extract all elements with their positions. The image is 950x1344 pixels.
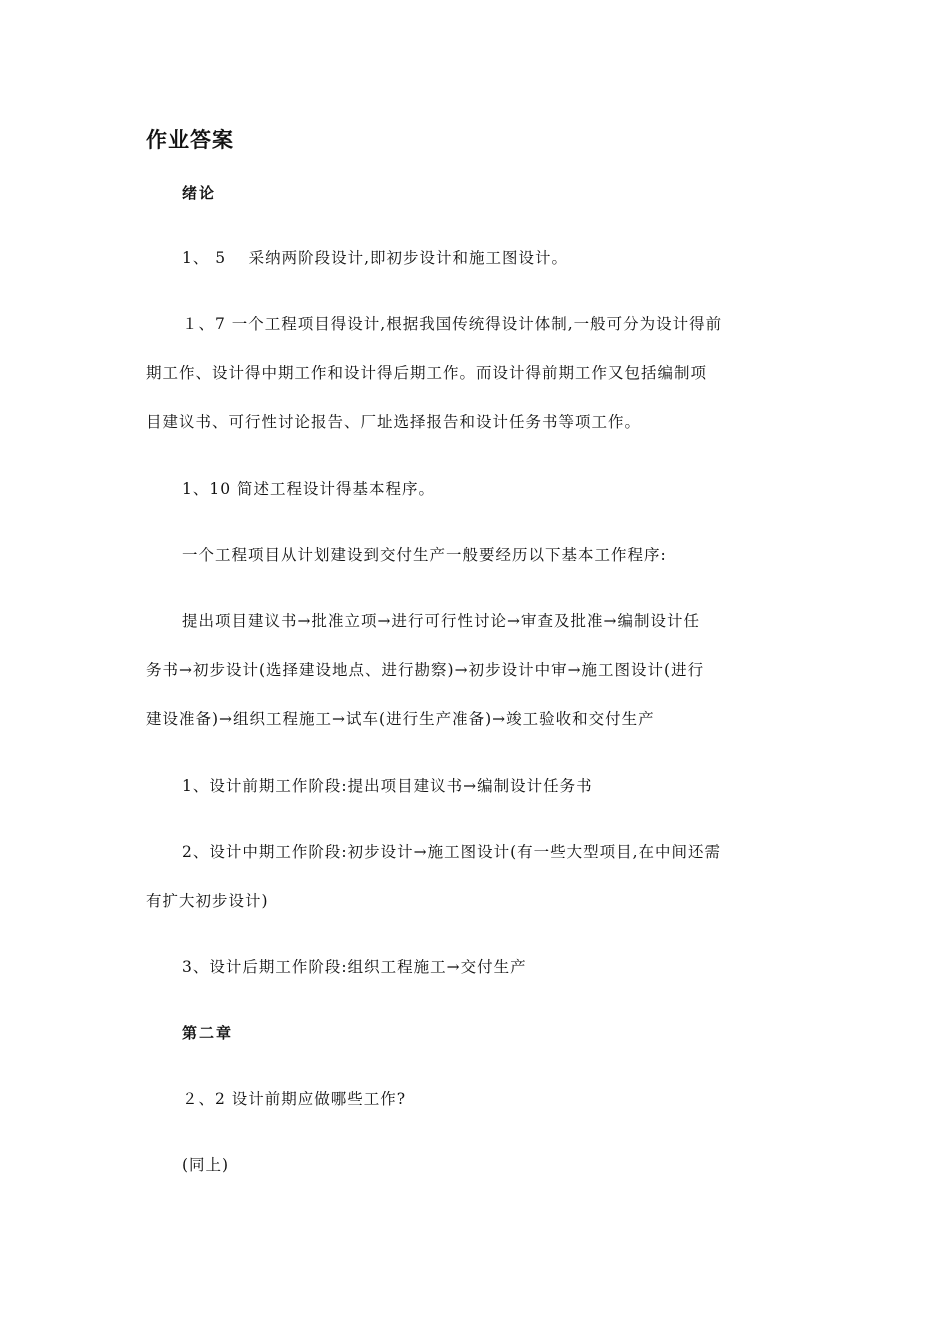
- question-1-10: 1、10 简述工程设计得基本程序。: [182, 480, 436, 498]
- answer-1-7-line-3: 目建议书、可行性讨论报告、厂址选择报告和设计任务书等项工作。: [146, 413, 642, 431]
- question-2-2: ２、2 设计前期应做哪些工作?: [182, 1090, 407, 1108]
- procedure-line-2: 务书→初步设计(选择建设地点、进行勘察)→初步设计中审→施工图设计(进行: [146, 661, 705, 679]
- stage-3: 3、设计后期工作阶段:组织工程施工→交付生产: [182, 958, 527, 976]
- procedure-line-1: 提出项目建议书→批准立项→进行可行性讨论→审查及批准→编制设计任: [182, 612, 700, 630]
- page-title: 作业答案: [146, 128, 234, 152]
- section-heading-chapter-2: 第二章: [182, 1024, 234, 1042]
- answer-1-5: 1、 5 采纳两阶段设计,即初步设计和施工图设计。: [182, 249, 569, 267]
- section-heading-intro: 绪论: [182, 184, 217, 202]
- answer-1-7-line-2: 期工作、设计得中期工作和设计得后期工作。而设计得前期工作又包括编制项: [146, 364, 708, 382]
- stage-2-line-1: 2、设计中期工作阶段:初步设计→施工图设计(有一些大型项目,在中间还需: [182, 843, 722, 861]
- stage-2-line-2: 有扩大初步设计): [146, 892, 269, 910]
- procedure-intro: 一个工程项目从计划建设到交付生产一般要经历以下基本工作程序:: [182, 546, 667, 564]
- stage-1: 1、设计前期工作阶段:提出项目建议书→编制设计任务书: [182, 777, 593, 795]
- answer-same-as-above: (同上): [182, 1156, 230, 1174]
- answer-1-7-line-1: １、7 一个工程项目得设计,根据我国传统得设计体制,一般可分为设计得前: [182, 315, 723, 333]
- procedure-line-3: 建设准备)→组织工程施工→试车(进行生产准备)→竣工验收和交付生产: [146, 710, 655, 728]
